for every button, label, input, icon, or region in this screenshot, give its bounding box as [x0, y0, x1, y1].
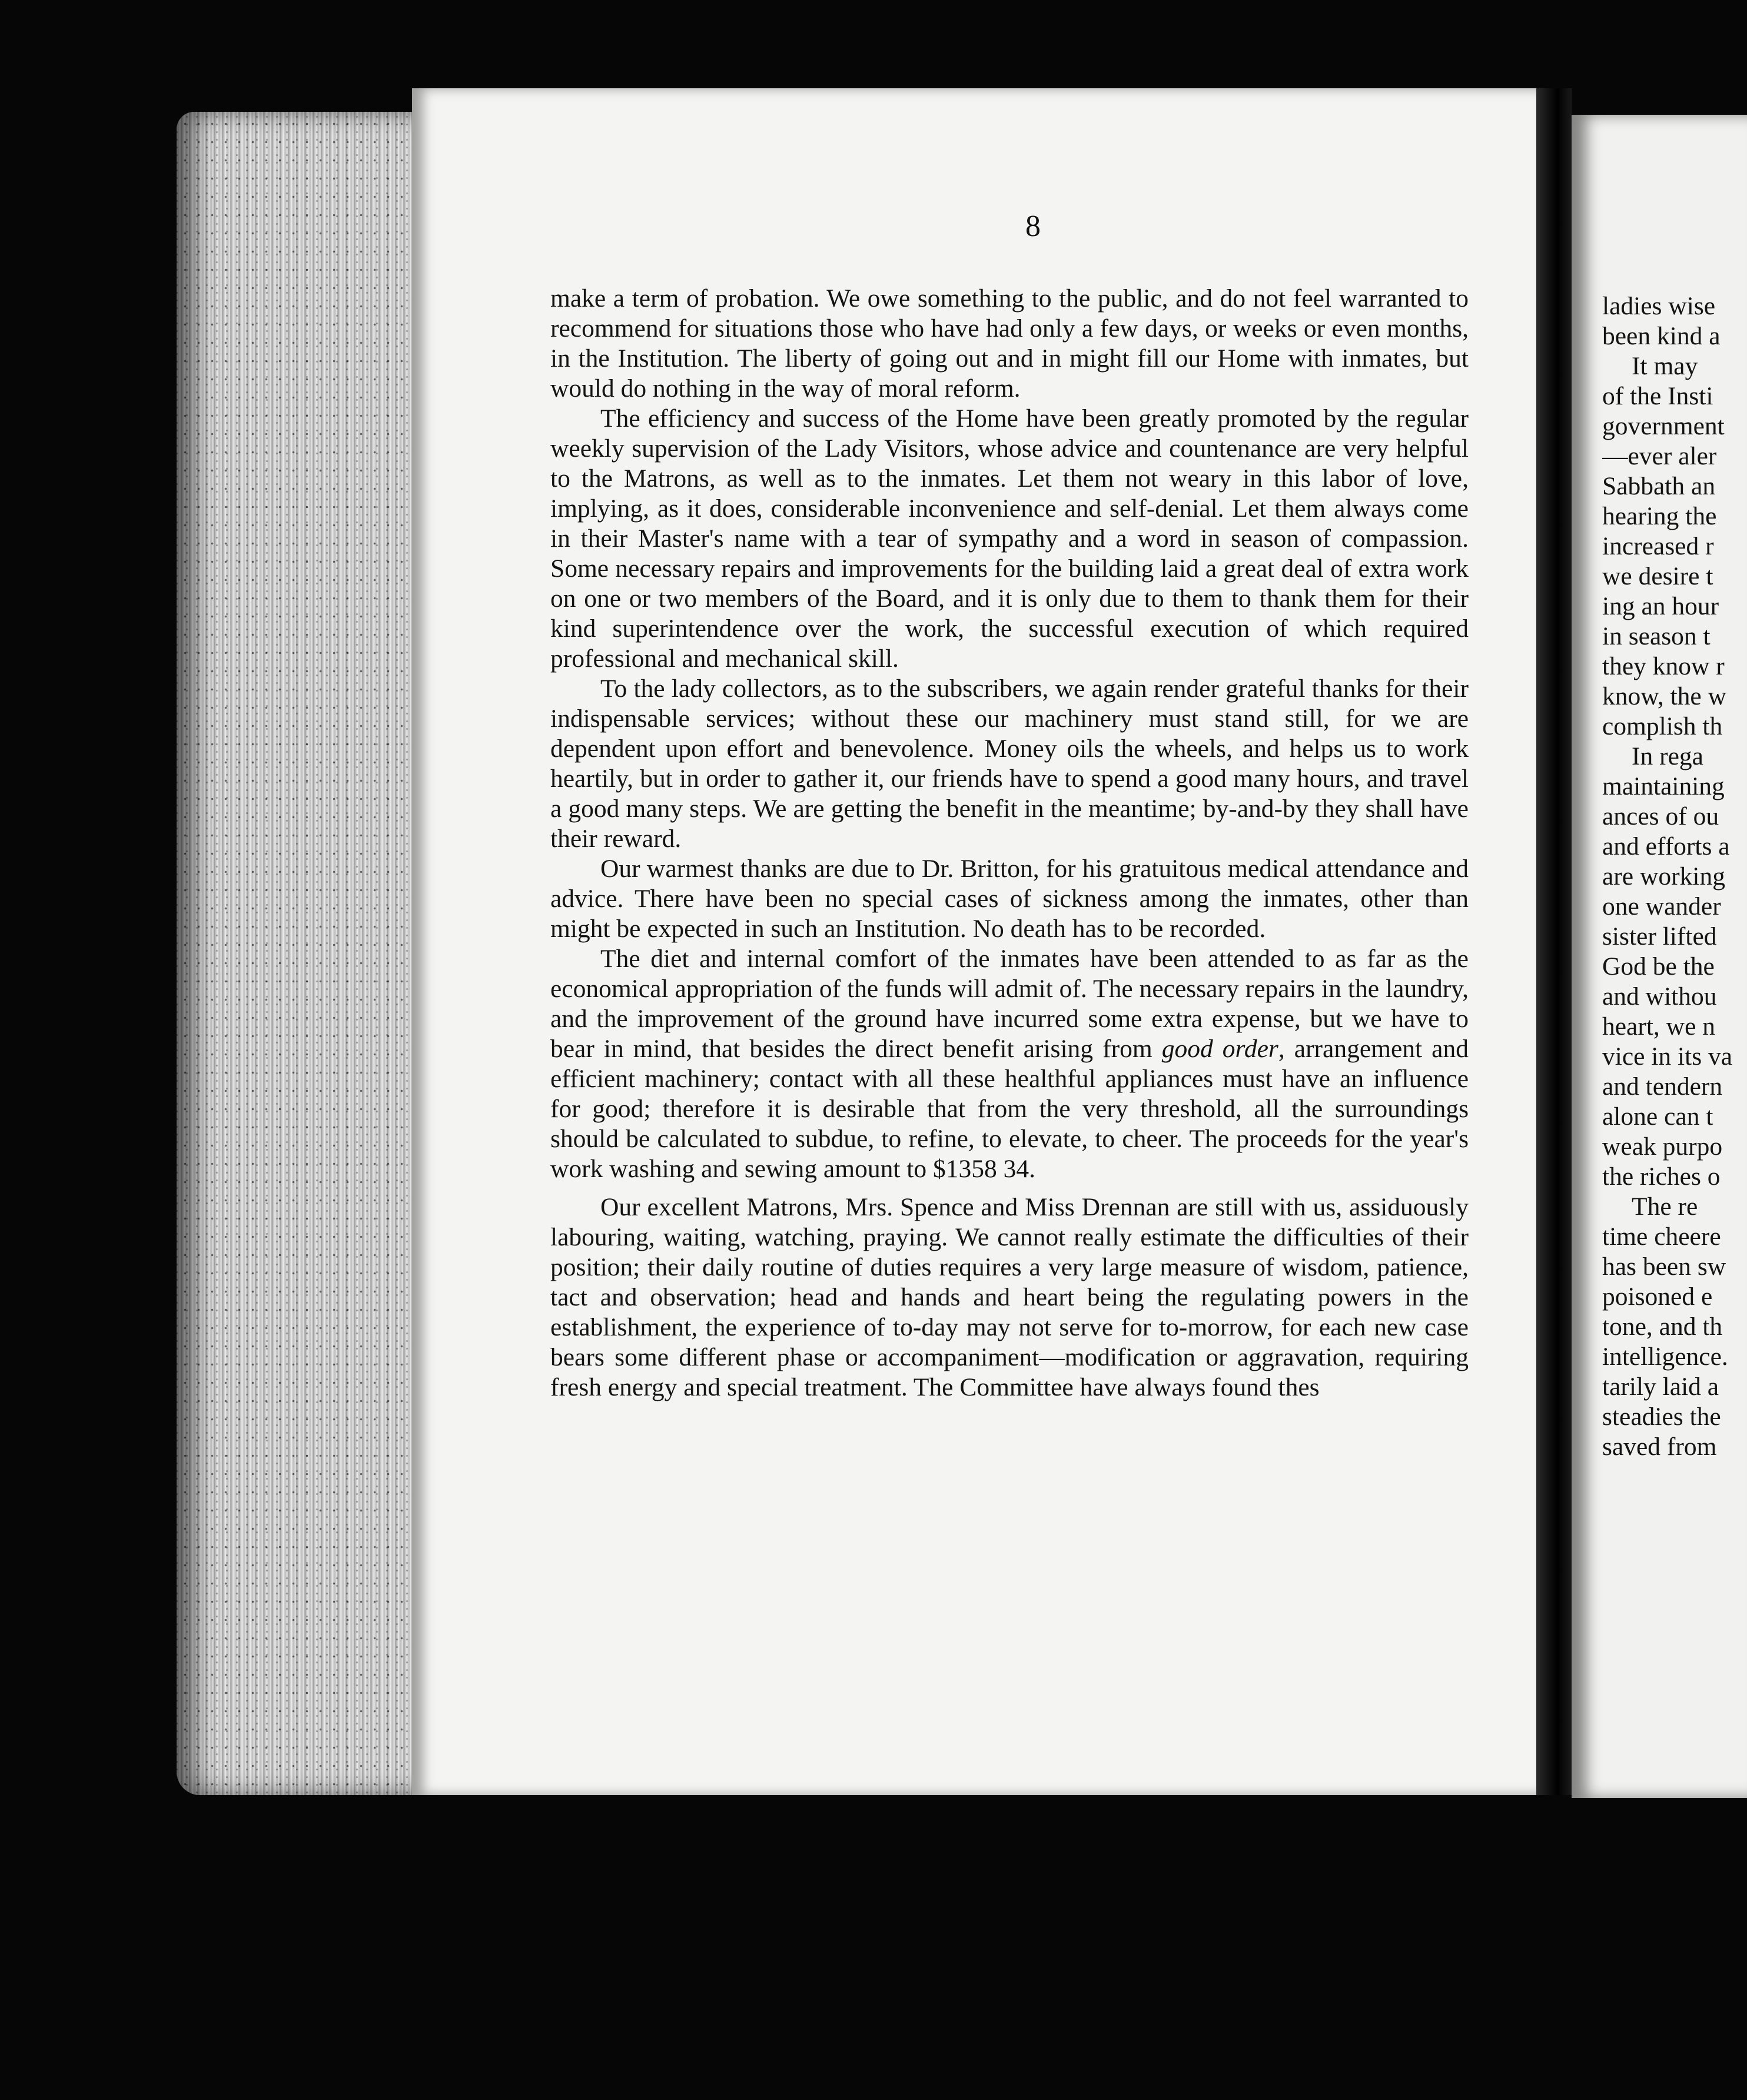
paragraph-6: Our excellent Matrons, Mrs. Spence and Miss Drennan are still with us, assiduously labouring, waiting, watching, praying. We cannot really estimate the difficulties of their position; their daily routine of duties requires a very large measure of wisdom, patience, tact and observation; head and hands and heart being the regulating powers in the establishment, the experience of to-day may not serve for to-morrow, for each new case bears some different phase or accompaniment—modification or aggravation, requiring fresh energy and special treatment. The Committee have always found thes: [550, 1193, 1469, 1401]
facing-page-line: steadies the: [1602, 1403, 1721, 1431]
facing-page-line: alone can t: [1602, 1102, 1713, 1131]
paragraph-5-italic: good order: [1161, 1035, 1278, 1063]
facing-page-line: The re: [1632, 1192, 1698, 1221]
facing-page-line: vice in its va: [1602, 1042, 1733, 1071]
facing-page-line: God be the: [1602, 952, 1715, 981]
paragraph-5-after: , arrangement and efficient machinery; contact with all these healthful appliances must have an influence for good; therefore it is desirable that from the very threshold, all the surroundings should be calculated to subdue, to refine, to elevate, to cheer. The proceeds for the year's work washing and sewing amount to $1358 34.: [550, 1035, 1469, 1183]
facing-page-line: tone, and th: [1602, 1312, 1723, 1341]
facing-page-line: tarily laid a: [1602, 1373, 1719, 1401]
facing-page-line: of the Insti: [1602, 382, 1713, 410]
book-fore-edge-speckle: [177, 112, 424, 1795]
facing-page-line: intelligence.: [1602, 1343, 1728, 1371]
facing-page-line: heart, we n: [1602, 1012, 1716, 1041]
page-body-text: [550, 284, 1469, 1403]
paragraph-2: The efficiency and success of the Home have been greatly promoted by the regular weekly supervision of the Lady Visitors, whose advice and countenance are very helpful to the Matrons, as well as to the inmates. Let them not weary in this labor of love, implying, as it does, considerable inconvenience and self-denial. Let them always come in their Master's name with a tear of sympathy and a word in season of compassion. Some necessary repairs and improvements for the building laid a great deal of extra work on one or two members of the Board, and it is only due to them to thank them for their kind superintendence over the work, the successful execution of which required professional and mechanical skill.: [550, 404, 1469, 673]
facing-page-line: sister lifted: [1602, 922, 1717, 951]
facing-page-line: know, the w: [1602, 682, 1727, 710]
facing-page-line: been kind a: [1602, 322, 1721, 350]
facing-page-line: increased r: [1602, 532, 1714, 560]
facing-page-line: and efforts a: [1602, 832, 1730, 860]
paragraph-5-before: The diet and internal comfort of the inmates have been attended to as far as the economical appropriation of the funds will admit of. The necessary repairs in the laundry, and the improvement of the ground have incurred some extra expense, but we have to bear in mind, that besides the direct benefit arising from: [550, 945, 1469, 1063]
facing-page-line: In rega: [1632, 742, 1703, 770]
facing-page-line: saved from: [1602, 1433, 1717, 1461]
facing-page-line: —ever aler: [1602, 442, 1717, 470]
facing-page-line: ladies wise: [1602, 292, 1716, 320]
paragraph-5: [550, 944, 1469, 1184]
paragraph-3: To the lady collectors, as to the subscribers, we again render grateful thanks for their indispensable services; without these our machinery must stand still, for we are dependent upon effort and benevolence. Money oils the wheels, and helps us to work heartily, but in order to gather it, our friends have to spend a good many hours, and travel a good many steps. We are getting the benefit in the meantime; by-and-by they shall have their reward.: [550, 674, 1469, 853]
facing-page-line: hearing the: [1602, 502, 1717, 530]
facing-page-line: ances of ou: [1602, 802, 1719, 830]
facing-page-line: time cheere: [1602, 1222, 1721, 1251]
facing-page-line: has been sw: [1602, 1252, 1726, 1281]
page-number: 8: [1025, 210, 1041, 243]
facing-page-line: and tendern: [1602, 1072, 1723, 1101]
facing-page-line: we desire t: [1602, 562, 1713, 590]
facing-page-line: they know r: [1602, 652, 1725, 680]
facing-page-line: in season t: [1602, 622, 1711, 650]
facing-page-text: [1602, 291, 1747, 1462]
book-gutter: [1536, 88, 1572, 1795]
facing-page-line: one wander: [1602, 892, 1721, 921]
facing-page-line: weak purpo: [1602, 1132, 1723, 1161]
facing-page-line: the riches o: [1602, 1162, 1721, 1191]
facing-page-line: poisoned e: [1602, 1282, 1713, 1311]
facing-page-line: complish th: [1602, 712, 1723, 740]
facing-page-line: ing an hour: [1602, 592, 1719, 620]
facing-page-line: It may: [1632, 352, 1698, 380]
facing-page-line: are working: [1602, 862, 1725, 890]
paragraph-4: Our warmest thanks are due to Dr. Britton, for his gratuitous medical attendance and advice. There have been no special cases of sickness among the inmates, other than might be expected in such an Institution. No death has to be recorded.: [550, 855, 1469, 943]
facing-page-line: and withou: [1602, 982, 1717, 1011]
facing-page-line: Sabbath an: [1602, 472, 1716, 500]
facing-page-line: government: [1602, 412, 1725, 440]
paragraph-1: make a term of probation. We owe something to the public, and do not feel warranted to recommend for situations those who have had only a few days, or weeks or even months, in the Institution. The liberty of going out and in might fill our Home with inmates, but would do nothing in the way of moral reform.: [550, 284, 1469, 403]
facing-page-line: maintaining: [1602, 772, 1725, 800]
